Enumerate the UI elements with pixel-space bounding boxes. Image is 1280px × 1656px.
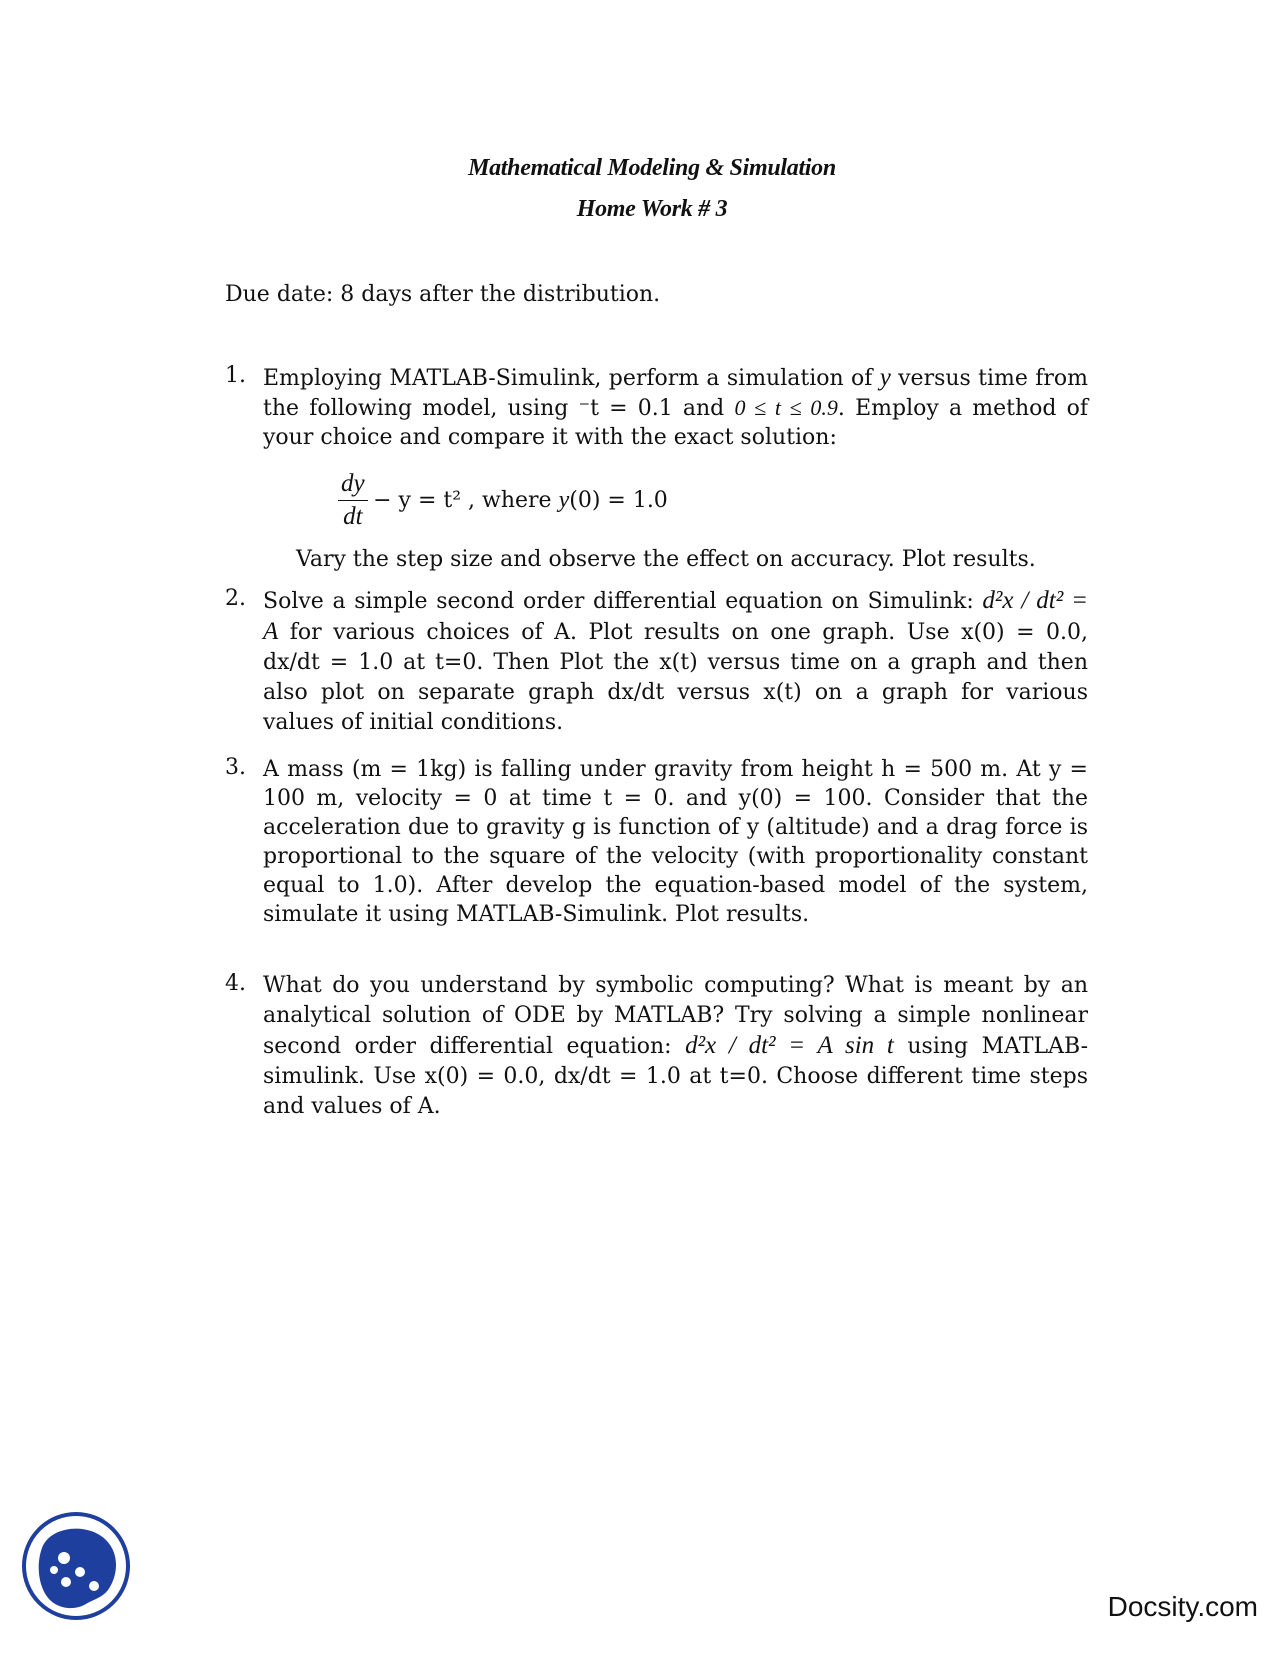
question-4-number: 4.: [225, 971, 246, 996]
question-2-text: Solve a simple second order differential equation on Simulink: d²x / dt² = A for various choices of A. Plot results on one graph. Use x(0) = 0.0, dx/dt = 1.0 at t=0. Then Plot the x(t) versus time on a graph and then also plot on separate graph dx/dt versus x(t) on a graph for various values of initial conditions.: [263, 587, 1088, 735]
question-4-text: What do you understand by symbolic computing? What is meant by an analytical solution of ODE by MATLAB? Try solving a simple nonlinear second order differential equation: d²x / dt² = A sin t using MATLAB-simulink. Use x(0) = 0.0, dx/dt = 1.0 at t=0. Choose different time steps and values of A.: [263, 973, 1089, 1119]
document-title: Mathematical Modeling & Simulation: [468, 155, 836, 181]
question-3-number: 3.: [225, 755, 246, 780]
due-date: Due date: 8 days after the distribution.: [225, 282, 661, 307]
question-1-text: Employing MATLAB-Simulink, perform a simulation of y versus time from the following model, using ⁻t = 0.1 and 0 ≤ t ≤ 0.9. Employ a method of your choice and compare it with the exact solution:: [263, 364, 1089, 450]
question-2-number: 2.: [225, 586, 246, 611]
question-3-text: A mass (m = 1kg) is falling under gravity from height h = 500 m. At y = 100 m, velocity = 0 at time t = 0. and y(0) = 100. Consider that the acceleration due to gravity g is function of y (altitude) and a drag force is proportional to the square of the velocity (with proportionality constant equal to 1.0). After develop the equation-based model of the system, simulate it using MATLAB-Simulink. Plot results.: [263, 757, 1088, 927]
derivative-fraction: $\frac{dy}{dt}$: [338, 470, 368, 531]
question-1-followup: Vary the step size and observe the effect on accuracy. Plot results.: [296, 547, 1036, 572]
document-subtitle: Home Work # 3: [576, 196, 728, 222]
docsity-logo-icon: [20, 1510, 132, 1622]
docsity-brand: Docsity.com: [1107, 1591, 1258, 1622]
question-1-equation: $\frac{dy}{dt}$ − y = t² , where y(0) = 1.0: [338, 470, 668, 531]
question-1-number: 1.: [225, 363, 246, 388]
